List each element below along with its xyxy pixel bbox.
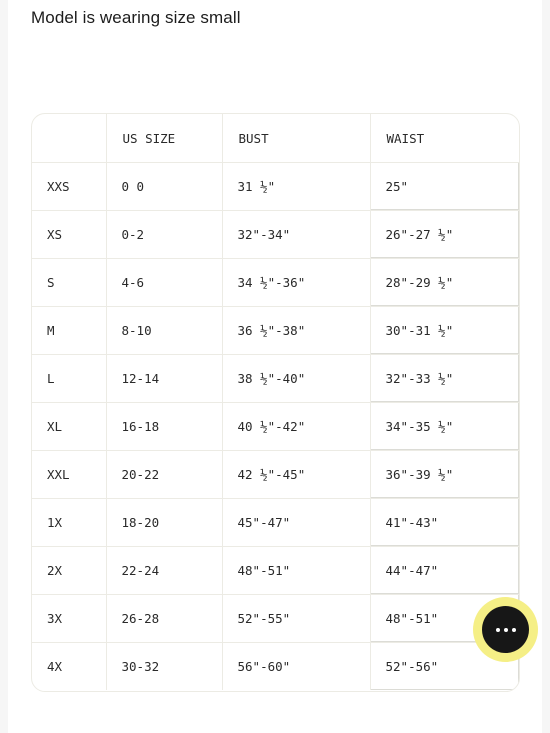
waist-cell: 44"-47" — [370, 547, 519, 595]
dot-icon — [496, 628, 500, 632]
us-size-cell: 0-2 — [106, 211, 222, 259]
bust-cell: 52"-55" — [222, 595, 370, 643]
bust-cell: 42 ½"-45" — [222, 451, 370, 499]
waist-cell: 41"-43" — [370, 499, 519, 547]
size-label: XXS — [32, 163, 106, 211]
bust-cell: 48"-51" — [222, 547, 370, 595]
waist-cell: 52"-56" — [370, 643, 519, 691]
waist-cell: 36"-39 ½" — [370, 451, 519, 499]
size-chart-table — [32, 114, 519, 690]
chat-launcher-button[interactable] — [473, 597, 538, 662]
size-label: XS — [32, 211, 106, 259]
table-row — [32, 307, 519, 355]
us-size-cell: 20-22 — [106, 451, 222, 499]
waist-cell: 48"-51" — [370, 595, 519, 643]
model-size-caption: Model is wearing size small — [31, 8, 241, 27]
us-size-cell: 22-24 — [106, 547, 222, 595]
table-row — [32, 163, 519, 211]
table-row — [32, 211, 519, 259]
size-label: 4X — [32, 643, 106, 691]
waist-cell: 32"-33 ½" — [370, 355, 519, 403]
bust-cell: 38 ½"-40" — [222, 355, 370, 403]
us-size-cell: 18-20 — [106, 499, 222, 547]
waist-cell: 34"-35 ½" — [370, 403, 519, 451]
header-bust: BUST — [222, 114, 370, 163]
bust-cell: 36 ½"-38" — [222, 307, 370, 355]
size-label: S — [32, 259, 106, 307]
bust-cell: 56"-60" — [222, 643, 370, 691]
bust-cell: 32"-34" — [222, 211, 370, 259]
us-size-cell: 0 0 — [106, 163, 222, 211]
us-size-cell: 8-10 — [106, 307, 222, 355]
size-label: XXL — [32, 451, 106, 499]
bust-cell: 40 ½"-42" — [222, 403, 370, 451]
waist-cell: 28"-29 ½" — [370, 259, 519, 307]
size-label: 2X — [32, 547, 106, 595]
header-us-size: US SIZE — [106, 114, 222, 163]
table-row — [32, 259, 519, 307]
waist-cell: 26"-27 ½" — [370, 211, 519, 259]
header-size-label — [32, 114, 106, 163]
table-row — [32, 403, 519, 451]
waist-cell: 30"-31 ½" — [370, 307, 519, 355]
bust-cell: 34 ½"-36" — [222, 259, 370, 307]
us-size-cell: 26-28 — [106, 595, 222, 643]
size-label: 3X — [32, 595, 106, 643]
size-label: M — [32, 307, 106, 355]
table-row — [32, 643, 519, 691]
table-row — [32, 355, 519, 403]
size-label: XL — [32, 403, 106, 451]
bust-cell: 45"-47" — [222, 499, 370, 547]
header-row — [32, 114, 519, 163]
us-size-cell: 16-18 — [106, 403, 222, 451]
table-row — [32, 547, 519, 595]
dot-icon — [512, 628, 516, 632]
us-size-cell: 12-14 — [106, 355, 222, 403]
table-row — [32, 451, 519, 499]
size-label: 1X — [32, 499, 106, 547]
waist-cell: 25" — [370, 163, 519, 211]
table-row — [32, 595, 519, 643]
table-row — [32, 499, 519, 547]
chat-bubble-icon — [482, 606, 529, 653]
dot-icon — [504, 628, 508, 632]
size-chart — [31, 113, 520, 692]
header-waist: WAIST — [370, 114, 519, 163]
bust-cell: 31 ½" — [222, 163, 370, 211]
size-label: L — [32, 355, 106, 403]
us-size-cell: 30-32 — [106, 643, 222, 691]
us-size-cell: 4-6 — [106, 259, 222, 307]
